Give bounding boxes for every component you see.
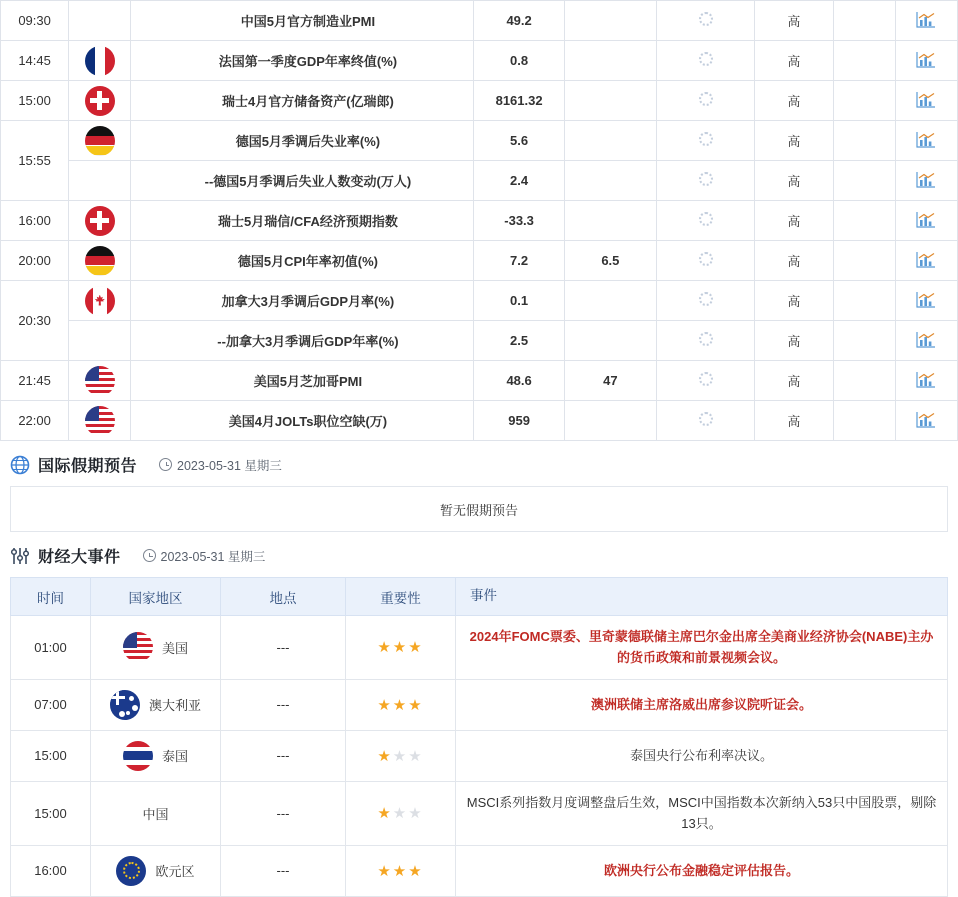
flag-usa: [85, 366, 115, 396]
events-header-0: 时间: [11, 578, 91, 616]
loading-spinner-icon: [699, 292, 713, 306]
econ-value-forecast: [564, 321, 656, 361]
econ-chart-cell[interactable]: [895, 121, 957, 161]
events-table-head: [11, 578, 948, 616]
events-header-4: 事件: [456, 578, 948, 616]
event-importance: [346, 781, 456, 845]
event-time: 07:00: [11, 679, 91, 730]
econ-value-previous: -33.3: [474, 201, 564, 241]
event-time: 01:00: [11, 616, 91, 680]
event-place: ---: [221, 616, 346, 680]
event-importance: [346, 845, 456, 896]
star-icon: ★: [392, 696, 409, 714]
loading-spinner-icon: [699, 252, 713, 266]
chart-icon[interactable]: [916, 91, 936, 108]
events-table-body: [11, 616, 948, 897]
econ-flag-cell: [69, 241, 131, 281]
flag-switzerland: [85, 86, 115, 116]
events-header-3: 重要性: [346, 578, 456, 616]
econ-value-previous: 48.6: [474, 361, 564, 401]
econ-event-name[interactable]: 美国5月芝加哥PMI: [131, 361, 474, 401]
event-country: [91, 781, 221, 845]
econ-value-forecast: [564, 401, 656, 441]
econ-flag-cell: [69, 281, 131, 321]
economic-calendar-body: [1, 1, 958, 441]
econ-event-name[interactable]: 美国4月JOLTs职位空缺(万): [131, 401, 474, 441]
econ-row: [1, 41, 958, 81]
chart-icon[interactable]: [916, 251, 936, 268]
econ-value-forecast: [564, 161, 656, 201]
econ-row: [1, 401, 958, 441]
star-icon: ★: [377, 639, 393, 657]
holiday-section-header: [0, 441, 958, 486]
clock-icon: [143, 549, 156, 562]
econ-importance: 高: [755, 281, 833, 321]
econ-row: [1, 361, 958, 401]
event-time: 15:00: [11, 730, 91, 781]
economic-calendar-table: [0, 0, 958, 441]
econ-blank-cell: [833, 201, 895, 241]
econ-value-actual: [657, 1, 755, 41]
event-country: [91, 845, 221, 896]
econ-value-actual: [657, 201, 755, 241]
chart-icon[interactable]: [916, 211, 936, 228]
econ-chart-cell[interactable]: [895, 361, 957, 401]
event-time: 16:00: [11, 845, 91, 896]
econ-event-name[interactable]: 瑞士4月官方储备资产(亿瑞郎): [131, 81, 474, 121]
event-place: ---: [221, 845, 346, 896]
econ-blank-cell: [833, 321, 895, 361]
econ-importance: 高: [755, 241, 833, 281]
event-importance: [346, 679, 456, 730]
econ-value-previous: 2.4: [474, 161, 564, 201]
econ-row: [1, 201, 958, 241]
econ-value-previous: 8161.32: [474, 81, 564, 121]
flag-usa: [85, 406, 115, 436]
flag-france: [85, 46, 115, 76]
econ-value-actual: [657, 401, 755, 441]
loading-spinner-icon: [699, 372, 713, 386]
flag-switzerland: [85, 206, 115, 236]
star-icon: ★: [408, 639, 424, 657]
econ-chart-cell[interactable]: [895, 321, 957, 361]
econ-time: 15:00: [1, 81, 69, 121]
econ-chart-cell[interactable]: [895, 41, 957, 81]
econ-value-actual: [657, 321, 755, 361]
econ-event-name[interactable]: --加拿大3月季调后GDP年率(%): [131, 321, 474, 361]
star-icon: ★: [377, 862, 393, 880]
econ-value-forecast: [564, 121, 656, 161]
econ-flag-cell: [69, 401, 131, 441]
econ-flag-cell: [69, 161, 131, 201]
econ-row: [1, 281, 958, 321]
star-icon: ★: [392, 805, 409, 823]
event-description[interactable]: 2024年FOMC票委、里奇蒙德联储主席巴尔金出席全美商业经济协会(NABE)主办的货币政策和前景视频会议。: [456, 616, 948, 680]
econ-importance: 高: [755, 321, 833, 361]
econ-value-previous: 0.8: [474, 41, 564, 81]
econ-flag-cell: [69, 361, 131, 401]
econ-value-previous: 0.1: [474, 281, 564, 321]
econ-event-name[interactable]: 加拿大3月季调后GDP月率(%): [131, 281, 474, 321]
star-icon: ★: [392, 747, 409, 765]
econ-value-actual: [657, 241, 755, 281]
econ-chart-cell[interactable]: [895, 401, 957, 441]
event-place: ---: [221, 730, 346, 781]
econ-importance: 高: [755, 401, 833, 441]
event-place: ---: [221, 679, 346, 730]
event-country-label: 中国: [142, 806, 169, 822]
econ-blank-cell: [833, 241, 895, 281]
event-country-label: 美国: [161, 640, 188, 656]
chart-icon[interactable]: [916, 331, 936, 348]
event-importance: [346, 616, 456, 680]
loading-spinner-icon: [699, 332, 713, 346]
holiday-empty-box: [10, 486, 948, 532]
econ-event-name[interactable]: 中国5月官方制造业PMI: [131, 1, 474, 41]
econ-chart-cell[interactable]: [895, 281, 957, 321]
event-description[interactable]: MSCI系列指数月度调整盘后生效，MSCI中国指数本次新纳入53只中国股票，剔除13只。: [456, 781, 948, 845]
events-header-row: [11, 578, 948, 616]
loading-spinner-icon: [699, 412, 713, 426]
star-icon: ★: [408, 862, 424, 880]
star-icon: ★: [377, 696, 393, 714]
econ-time: 09:30: [1, 1, 69, 41]
econ-row: [1, 81, 958, 121]
econ-time: 16:00: [1, 201, 69, 241]
holiday-section-date-wrap: [159, 456, 282, 474]
econ-value-previous: 49.2: [474, 1, 564, 41]
econ-value-previous: 5.6: [474, 121, 564, 161]
econ-event-name[interactable]: 德国5月季调后失业率(%): [131, 121, 474, 161]
event-description[interactable]: 欧洲央行公布金融稳定评估报告。: [456, 845, 948, 896]
flag-usa: [123, 632, 153, 662]
econ-blank-cell: [833, 361, 895, 401]
flag-germany: [85, 246, 115, 276]
econ-importance: 高: [755, 361, 833, 401]
econ-blank-cell: [833, 41, 895, 81]
event-country-label: 泰国: [161, 749, 188, 765]
chart-icon[interactable]: [916, 51, 936, 68]
star-icon: ★: [408, 696, 424, 714]
events-row: [11, 616, 948, 680]
events-section-date: 2023-05-31 星期三: [160, 549, 266, 564]
star-icon: ★: [392, 639, 409, 657]
events-row: [11, 845, 948, 896]
econ-value-previous: 2.5: [474, 321, 564, 361]
star-icon: ★: [392, 862, 409, 880]
econ-event-name[interactable]: 德国5月CPI年率初值(%): [131, 241, 474, 281]
star-icon: ★: [408, 747, 424, 765]
events-header-1: 国家地区: [91, 578, 221, 616]
econ-row: [1, 241, 958, 281]
econ-time: 14:45: [1, 41, 69, 81]
event-time: 15:00: [11, 781, 91, 845]
econ-importance: 高: [755, 41, 833, 81]
econ-value-actual: [657, 161, 755, 201]
chart-icon[interactable]: [916, 371, 936, 388]
event-importance: [346, 730, 456, 781]
holiday-section-title: 国际假期预告: [38, 458, 138, 475]
econ-value-actual: [657, 81, 755, 121]
econ-chart-cell[interactable]: [895, 1, 957, 41]
globe-icon: [10, 455, 30, 475]
econ-value-forecast: [564, 81, 656, 121]
event-description[interactable]: 澳洲联储主席洛威出席参议院听证会。: [456, 679, 948, 730]
loading-spinner-icon: [699, 52, 713, 66]
econ-blank-cell: [833, 81, 895, 121]
econ-value-forecast: [564, 281, 656, 321]
econ-importance: 高: [755, 201, 833, 241]
holiday-section-date: 2023-05-31 星期三: [177, 458, 282, 473]
flag-eurozone: [116, 856, 146, 886]
star-icon: ★: [377, 805, 393, 823]
econ-importance: 高: [755, 161, 833, 201]
econ-chart-cell[interactable]: [895, 201, 957, 241]
econ-value-actual: [657, 41, 755, 81]
loading-spinner-icon: [699, 132, 713, 146]
flag-australia: [110, 690, 140, 720]
event-country-label: 欧元区: [155, 864, 195, 880]
event-country: [91, 616, 221, 680]
events-section-header: [0, 532, 958, 577]
econ-value-forecast: [564, 201, 656, 241]
star-icon: ★: [377, 747, 393, 765]
events-row: [11, 679, 948, 730]
event-description[interactable]: 泰国央行公布利率决议。: [456, 730, 948, 781]
loading-spinner-icon: [699, 212, 713, 226]
events-row: [11, 781, 948, 845]
econ-row: [1, 121, 958, 161]
events-header-2: 地点: [221, 578, 346, 616]
econ-value-actual: [657, 361, 755, 401]
event-place: ---: [221, 781, 346, 845]
sliders-icon: [10, 546, 30, 566]
econ-row: [1, 1, 958, 41]
chart-icon[interactable]: [916, 291, 936, 308]
econ-flag-cell: [69, 321, 131, 361]
econ-event-name[interactable]: 瑞士5月瑞信/CFA经济预期指数: [131, 201, 474, 241]
econ-importance: 高: [755, 81, 833, 121]
loading-spinner-icon: [699, 12, 713, 26]
flag-germany: [85, 126, 115, 156]
econ-chart-cell[interactable]: [895, 241, 957, 281]
econ-value-actual: [657, 121, 755, 161]
flag-thailand: [123, 741, 153, 771]
econ-blank-cell: [833, 1, 895, 41]
econ-chart-cell[interactable]: [895, 81, 957, 121]
econ-time: 20:30: [1, 281, 69, 361]
econ-event-name[interactable]: --德国5月季调后失业人数变动(万人): [131, 161, 474, 201]
star-icon: ★: [408, 805, 424, 823]
loading-spinner-icon: [699, 92, 713, 106]
econ-importance: 高: [755, 121, 833, 161]
econ-flag-cell: [69, 201, 131, 241]
econ-flag-cell: [69, 1, 131, 41]
econ-blank-cell: [833, 281, 895, 321]
events-table: [10, 577, 948, 897]
econ-blank-cell: [833, 401, 895, 441]
econ-time: 15:55: [1, 121, 69, 201]
holiday-empty-text: 暂无假期预告: [439, 502, 518, 518]
clock-icon: [159, 458, 172, 471]
econ-blank-cell: [833, 161, 895, 201]
econ-importance: 高: [755, 1, 833, 41]
chart-icon[interactable]: [916, 11, 936, 28]
econ-time: 20:00: [1, 241, 69, 281]
event-country: [91, 730, 221, 781]
chart-icon[interactable]: [916, 131, 936, 148]
econ-value-previous: 959: [474, 401, 564, 441]
events-section-title: 财经大事件: [38, 549, 121, 566]
flag-canada: [85, 286, 115, 316]
econ-value-forecast: 6.5: [564, 241, 656, 281]
econ-blank-cell: [833, 121, 895, 161]
econ-value-forecast: 47: [564, 361, 656, 401]
events-row: [11, 730, 948, 781]
chart-icon[interactable]: [916, 411, 936, 428]
events-section-date-wrap: [143, 547, 266, 565]
econ-row: [1, 161, 958, 201]
econ-flag-cell: [69, 81, 131, 121]
econ-chart-cell[interactable]: [895, 161, 957, 201]
econ-value-forecast: [564, 1, 656, 41]
econ-flag-cell: [69, 121, 131, 161]
econ-value-previous: 7.2: [474, 241, 564, 281]
event-country: [91, 679, 221, 730]
econ-value-actual: [657, 281, 755, 321]
econ-event-name[interactable]: 法国第一季度GDP年率终值(%): [131, 41, 474, 81]
econ-row: [1, 321, 958, 361]
econ-time: 21:45: [1, 361, 69, 401]
event-country-label: 澳大利亚: [148, 698, 201, 714]
loading-spinner-icon: [699, 172, 713, 186]
econ-value-forecast: [564, 41, 656, 81]
econ-time: 22:00: [1, 401, 69, 441]
econ-flag-cell: [69, 41, 131, 81]
chart-icon[interactable]: [916, 171, 936, 188]
